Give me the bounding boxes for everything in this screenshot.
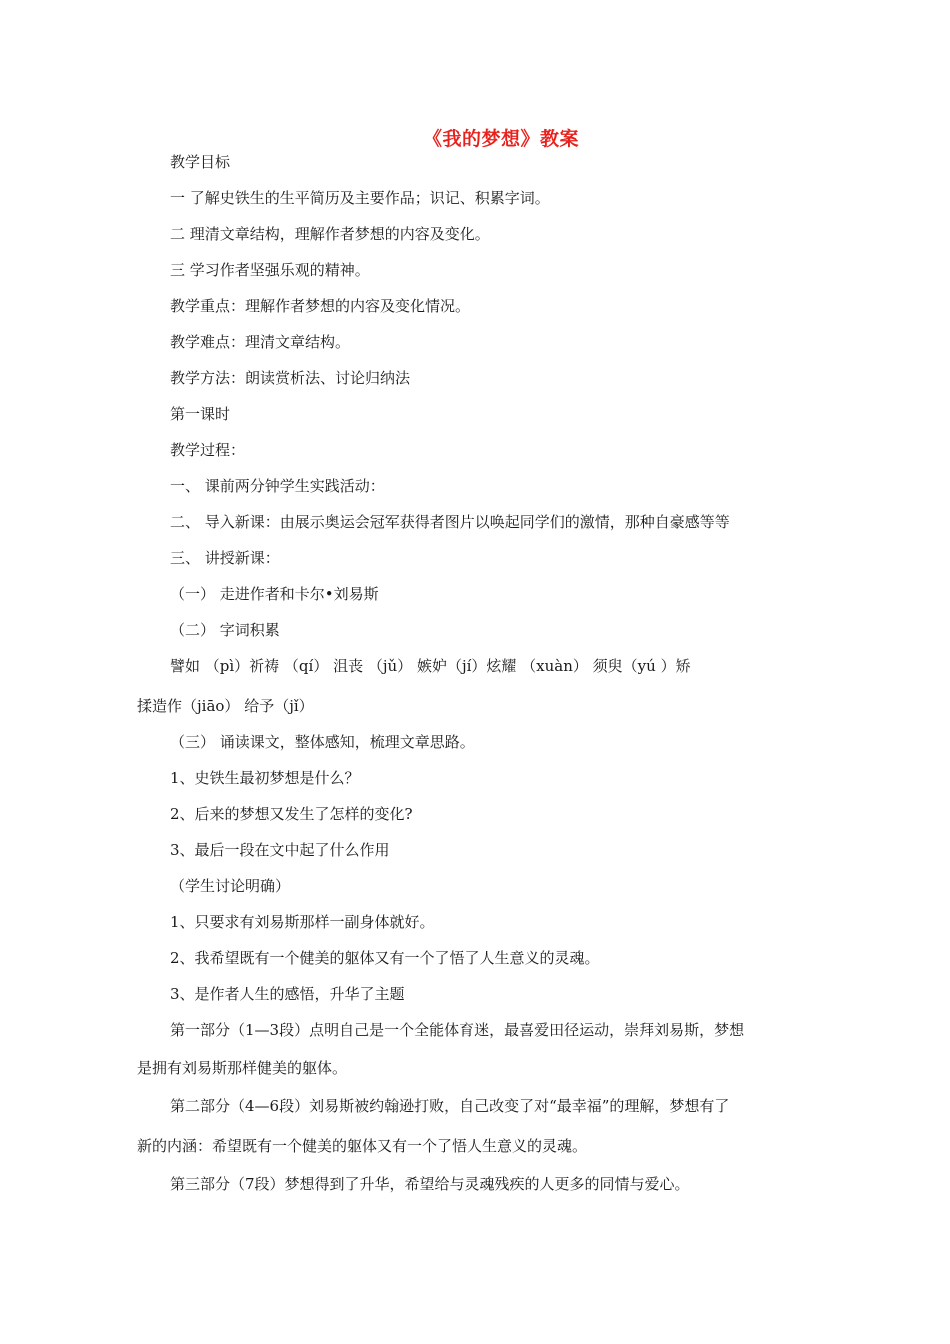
text-line: 是拥有刘易斯那样健美的躯体。 [137,1059,348,1077]
text-line: 譬如 （pì）祈祷 （qí） 沮丧 （jǔ） 嫉妒（jí）炫耀 （xuàn） 须臾（yú ）矫 [170,657,691,675]
text-line: （二） 字词积累 [170,621,280,639]
document-title: 《我的梦想》教案 [422,128,579,150]
text-line: 1、史铁生最初梦想是什么？ [170,769,360,787]
text-line: 教学目标 [170,153,231,171]
text-line: 教学过程： [170,441,246,459]
text-line: 三、 讲授新课： [170,549,280,567]
text-line: 2、后来的梦想又发生了怎样的变化? [170,805,413,823]
text-line: 新的内涵：希望既有一个健美的躯体又有一个了悟人生意义的灵魂。 [137,1137,588,1155]
text-line: 教学重点：理解作者梦想的内容及变化情况。 [170,297,471,315]
text-line: 三 学习作者坚强乐观的精神。 [170,261,370,279]
text-line: 第一部分（1—3段）点明自己是一个全能体育迷，最喜爱田径运动，崇拜刘易斯，梦想 [170,1021,745,1039]
text-line: 一 了解史铁生的生平简历及主要作品；识记、积累字词。 [170,189,550,207]
text-line: 3、是作者人生的感悟，升华了主题 [170,985,405,1003]
text-line: 二、 导入新课：由展示奥运会冠军获得者图片以唤起同学们的激情，那种自豪感等等 [170,513,730,531]
text-line: 第三部分（7段）梦想得到了升华，希望给与灵魂残疾的人更多的同情与爱心。 [170,1175,690,1193]
text-line: 第二部分（4—6段）刘易斯被约翰逊打败，自己改变了对“最幸福”的理解，梦想有了 [170,1097,730,1115]
text-line: 第一课时 [170,405,231,423]
text-line: 教学方法：朗读赏析法、讨论归纳法 [170,369,411,387]
text-line: 二 理清文章结构，理解作者梦想的内容及变化。 [170,225,490,243]
text-line: 揉造作（jiāo） 给予（jǐ） [137,697,314,715]
text-line: （三） 诵读课文，整体感知，梳理文章思路。 [170,733,475,751]
text-line: 3、最后一段在文中起了什么作用 [170,841,390,859]
text-line: （学生讨论明确） [170,877,291,895]
text-line: 一、 课前两分钟学生实践活动： [170,477,385,495]
text-line: 教学难点：理清文章结构。 [170,333,351,351]
text-line: 1、只要求有刘易斯那样一副身体就好。 [170,913,435,931]
text-line: （一） 走进作者和卡尔•刘易斯 [170,585,379,603]
text-line: 2、我希望既有一个健美的躯体又有一个了悟了人生意义的灵魂。 [170,949,600,967]
